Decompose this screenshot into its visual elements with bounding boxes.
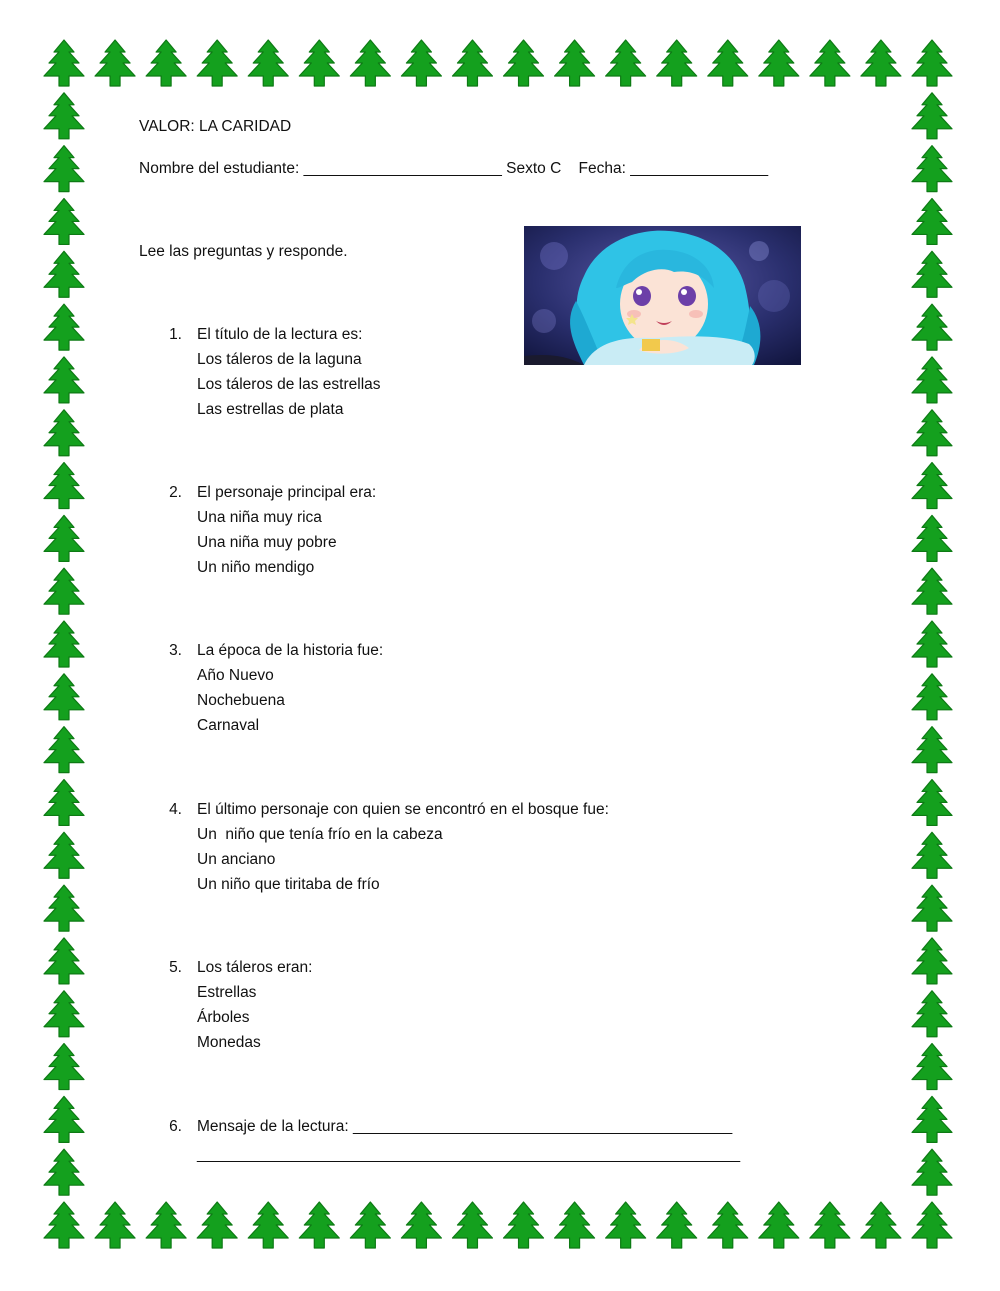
tree-icon [350, 1202, 390, 1248]
tree-icon [606, 40, 646, 86]
tree-icon [44, 1096, 84, 1142]
tree-icon [504, 1202, 544, 1248]
tree-icon [44, 885, 84, 931]
answer-option[interactable]: Una niña muy pobre [197, 534, 337, 551]
tree-icon [912, 251, 952, 297]
question-text: El personaje principal era: [197, 484, 377, 501]
answer-option[interactable]: Año Nuevo [197, 667, 274, 684]
tree-icon [504, 40, 544, 86]
tree-icon [44, 621, 84, 667]
tree-icon [44, 198, 84, 244]
tree-icon [452, 40, 492, 86]
question-text: El título de la lectura es: [197, 326, 363, 343]
tree-icon [657, 40, 697, 86]
tree-icon [95, 40, 135, 86]
tree-icon [44, 146, 84, 192]
tree-icon [912, 938, 952, 984]
tree-icon [44, 93, 84, 139]
tree-icon [861, 1202, 901, 1248]
tree-icon [452, 1202, 492, 1248]
tree-icon [44, 515, 84, 561]
tree-icon [146, 40, 186, 86]
tree-icon [912, 832, 952, 878]
tree-icon [912, 515, 952, 561]
tree-icon [912, 727, 952, 773]
tree-icon [912, 568, 952, 614]
answer-option[interactable]: Estrellas [197, 984, 257, 1001]
tree-icon [44, 1044, 84, 1090]
tree-icon [197, 1202, 237, 1248]
answer-option[interactable]: Un niño que tenía frío en la cabeza [197, 826, 443, 843]
answer-option[interactable]: Un niño mendigo [197, 559, 315, 576]
tree-icon [401, 1202, 441, 1248]
tree-icon [44, 251, 84, 297]
tree-icon [350, 40, 390, 86]
tree-icon [248, 1202, 288, 1248]
tree-icon [299, 40, 339, 86]
question-number: 1. [169, 326, 182, 343]
tree-icon [401, 40, 441, 86]
answer-option[interactable]: Las estrellas de plata [197, 401, 344, 418]
question-text: Los táleros eran: [197, 959, 313, 976]
tree-icon [44, 463, 84, 509]
tree-icon [197, 40, 237, 86]
tree-icon [912, 40, 952, 86]
tree-icon [912, 779, 952, 825]
value-title: VALOR: LA CARIDAD [139, 118, 292, 135]
tree-icon [146, 1202, 186, 1248]
tree-icon [95, 1202, 135, 1248]
question-number: 5. [169, 959, 182, 976]
answer-option[interactable]: Un niño que tiritaba de frío [197, 876, 380, 893]
question-text: La época de la historia fue: [197, 642, 384, 659]
answer-option[interactable]: Árboles [197, 1009, 250, 1026]
tree-icon [759, 40, 799, 86]
tree-icon [912, 410, 952, 456]
question-number: 2. [169, 484, 182, 501]
tree-icon [44, 674, 84, 720]
tree-icon [912, 674, 952, 720]
student-name-line[interactable]: Nombre del estudiante: _______________________ Sexto C Fecha: ________________ [139, 160, 769, 177]
tree-icon [708, 40, 748, 86]
tree-icon [912, 146, 952, 192]
tree-icon [912, 304, 952, 350]
tree-icon [555, 40, 595, 86]
answer-option[interactable]: Una niña muy rica [197, 509, 322, 526]
question-text: El último personaje con quien se encontró en el bosque fue: [197, 801, 609, 818]
answer-option[interactable]: Un anciano [197, 851, 276, 868]
tree-icon [44, 410, 84, 456]
tree-icon [912, 93, 952, 139]
tree-icon [912, 885, 952, 931]
message-answer-line[interactable]: _______________________________________________________________ [197, 1146, 741, 1163]
tree-icon [44, 568, 84, 614]
tree-icon [912, 621, 952, 667]
tree-icon [44, 832, 84, 878]
tree-icon [44, 779, 84, 825]
answer-option[interactable]: Los táleros de la laguna [197, 351, 362, 368]
tree-icon [912, 991, 952, 1037]
tree-icon [759, 1202, 799, 1248]
tree-icon [912, 357, 952, 403]
tree-icon [44, 304, 84, 350]
message-prompt[interactable]: Mensaje de la lectura: ____________________________________________ [197, 1118, 733, 1135]
answer-option[interactable]: Nochebuena [197, 692, 285, 709]
tree-icon [912, 463, 952, 509]
tree-icon [299, 1202, 339, 1248]
tree-icon [606, 1202, 646, 1248]
tree-icon [248, 40, 288, 86]
tree-icon [861, 40, 901, 86]
tree-icon [912, 1202, 952, 1248]
tree-icon [555, 1202, 595, 1248]
tree-icon [44, 727, 84, 773]
tree-icon [912, 1149, 952, 1195]
tree-icon [810, 1202, 850, 1248]
question-number: 4. [169, 801, 182, 818]
tree-icon [708, 1202, 748, 1248]
tree-icon [657, 1202, 697, 1248]
tree-icon [44, 357, 84, 403]
tree-icon [912, 198, 952, 244]
tree-icon [44, 1202, 84, 1248]
tree-icon [44, 1149, 84, 1195]
tree-icon [912, 1096, 952, 1142]
answer-option[interactable]: Monedas [197, 1034, 261, 1051]
question-number: 3. [169, 642, 182, 659]
tree-icon [44, 938, 84, 984]
tree-icon [810, 40, 850, 86]
girl-illustration [524, 226, 801, 365]
tree-icon [912, 1044, 952, 1090]
instructions: Lee las preguntas y responde. [139, 243, 348, 260]
answer-option[interactable]: Carnaval [197, 717, 260, 734]
question-number: 6. [169, 1118, 182, 1135]
tree-icon [44, 40, 84, 86]
tree-icon [44, 991, 84, 1037]
answer-option[interactable]: Los táleros de las estrellas [197, 376, 381, 393]
